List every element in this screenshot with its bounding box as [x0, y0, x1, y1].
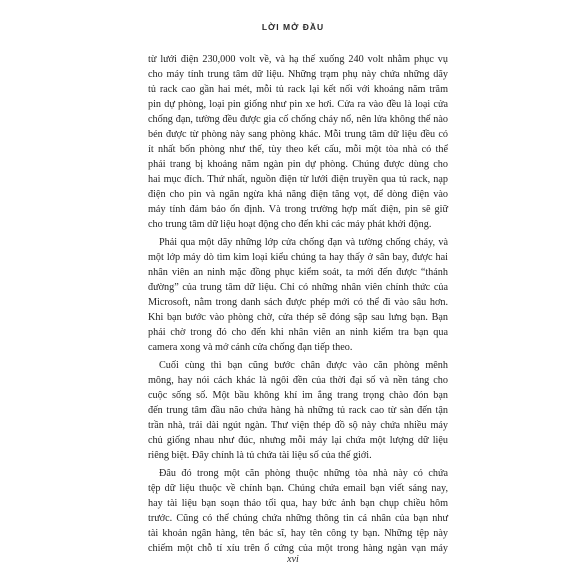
- paragraph-2: [148, 235, 448, 355]
- text-line: pin dự phòng, loại pin giống như pin xe hơi. Cửa ra vào đều là loại cửa: [148, 99, 448, 110]
- text-line: mông, hay nói cách khác là ngôi đền của thời đại số và nền tảng cho: [148, 375, 448, 386]
- body-text: [148, 52, 448, 559]
- text-line: Cuối cùng thì bạn cũng bước chân được vào căn phòng mênh: [159, 360, 448, 371]
- text-line: camera xong và mở cánh cửa chống đạn tiếp theo.: [148, 342, 353, 353]
- text-line: Đâu đó trong một căn phòng thuộc những tòa nhà này có chứa: [159, 468, 448, 479]
- text-line: đường” của trung tâm dữ liệu. Chỉ có những nhân viên chính thức của: [148, 282, 448, 293]
- text-line: tài khoản ngân hàng, tên bác sĩ, hay tên công ty bạn. Những tệp này: [148, 528, 448, 539]
- text-line: nhân viên an ninh mặc đồng phục kiểm soát, ta mới đến được “thánh: [148, 267, 448, 278]
- text-line: phải trang bị khoảng năm ngàn pin dự phòng. Chúng được dùng cho: [148, 159, 448, 170]
- text-line: Khi bạn bước vào phòng chờ, cửa thép sẽ đóng sập sau lưng bạn. Bạn: [148, 312, 448, 323]
- text-line: cuộc sống số. Một bầu không khí im ắng trang trọng chào đón bạn: [148, 390, 448, 401]
- text-line: tệp dữ liệu thuộc về chính bạn. Chúng chứa email bạn viết sáng nay,: [148, 483, 448, 494]
- text-line: đến trung tâm đầu não chứa hàng hà những tủ rack cao từ sàn đến tận: [148, 405, 448, 416]
- text-line: bén được từ phòng này sang phòng khác. Mỗi trung tâm dữ liệu đều có: [148, 129, 448, 140]
- paragraph-1: [148, 52, 448, 232]
- text-line: chủ giống nhau như đúc, nhưng mỗi máy lại chứa một lượng dữ liệu: [148, 435, 448, 446]
- running-header: LỜI MỞ ĐẦU: [261, 22, 325, 32]
- text-line: phải chờ trong đó cho đến khi nhân viên an ninh kiểm tra bạn qua: [148, 327, 448, 338]
- text-line: trước. Cũng có thể chúng chứa những thông tin cá nhân của bạn như: [148, 513, 448, 524]
- paragraph-4: [148, 466, 448, 556]
- text-line: Microsoft, nằm trong danh sách được phép mới có thể đi vào sâu hơn.: [148, 297, 448, 308]
- text-line: chiếm một chỗ tí xíu trên ổ cứng của một trong hàng ngàn vạn máy: [148, 543, 448, 554]
- text-line: hai mục đích. Thứ nhất, nguồn điện từ lưới điện truyền qua tủ rack, nạp: [148, 174, 448, 185]
- text-line: từ lưới điện 230,000 volt về, và hạ thế xuống 240 volt nhằm phục vụ: [148, 54, 448, 65]
- text-line: cho trung tâm dữ liệu hoạt động cho đến khi các máy phát khởi động.: [148, 219, 432, 230]
- text-line: điện cho pin và ngăn ngừa khả năng điện tăng vọt, để dòng điện vào: [148, 189, 448, 200]
- text-line: cho máy tính trung tâm dữ liệu. Những trạm phụ này chứa những dãy: [148, 69, 448, 80]
- text-line: một lớp máy dò tìm kim loại kiểu chúng ta hay thấy ở sân bay, được hai: [148, 252, 448, 263]
- page-number: xvi: [287, 554, 299, 565]
- text-line: hay tài liệu bạn soạn thảo tối qua, hay bức ảnh bạn chụp chiều hôm: [148, 498, 448, 509]
- paragraph-3: [148, 358, 448, 463]
- text-line: ít nhất bốn phòng như thế, tùy theo kết cấu, mỗi một tòa nhà có thể: [148, 144, 448, 155]
- text-line: riêng biệt. Đây chính là tủ chứa tài liệu số của thế giới.: [148, 450, 372, 461]
- text-line: Phải qua một dãy những lớp cửa chống đạn và tường chống cháy, và: [159, 237, 448, 248]
- text-line: tủ rack cao gần hai mét, mỗi tủ rack lại kết nối với khoảng năm trăm: [148, 84, 448, 95]
- text-line: chống đạn, tường đều được gia cố chống cháy nổ, nên lửa không thể nào: [148, 114, 448, 125]
- text-line: trần nhà, trải dài ngút ngàn. Thư viện thép đồ sộ này chứa nhiều máy: [148, 420, 448, 431]
- text-line: máy tính đảm bảo ổn định. Và trong trường hợp mất điện, pin sẽ giữ: [148, 204, 448, 215]
